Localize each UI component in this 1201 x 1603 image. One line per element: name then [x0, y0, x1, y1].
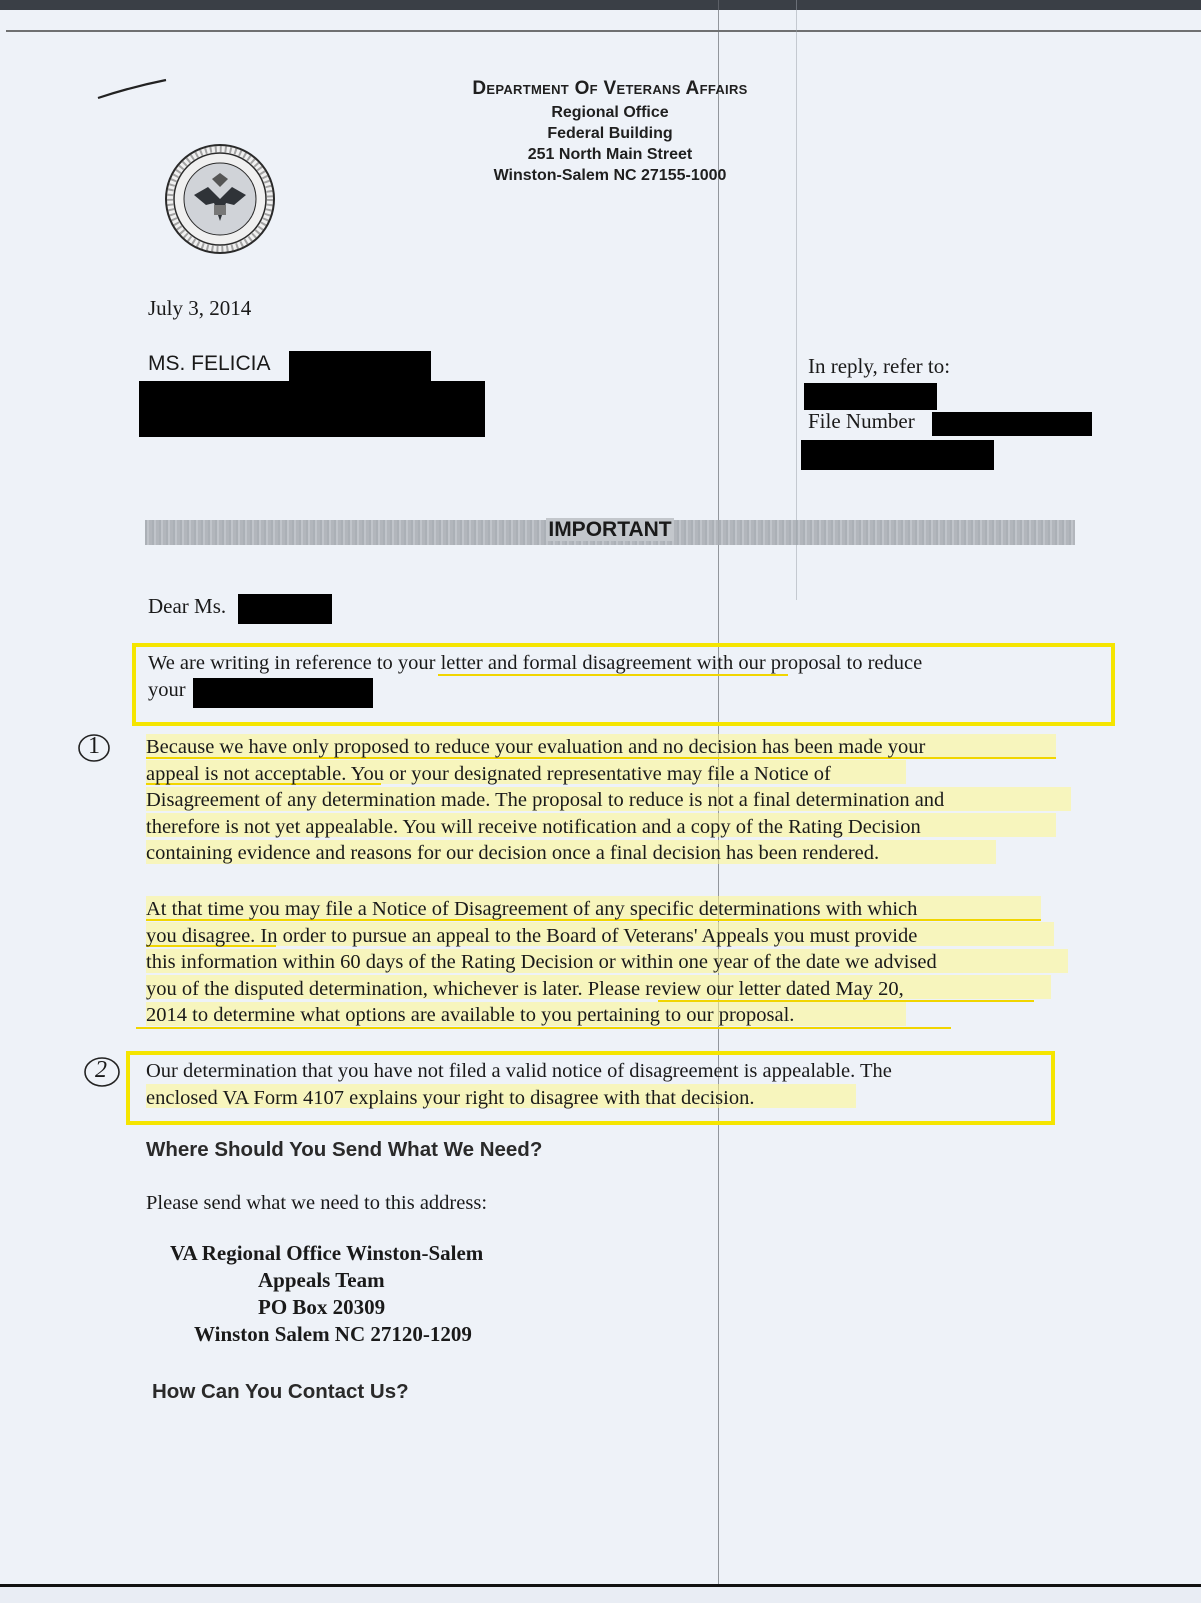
- handwritten-mark-2: [90, 1057, 107, 1084]
- text-line: Because we have only proposed to reduce your evaluation and no decision has been made your: [146, 736, 926, 758]
- text-line: your: [148, 678, 186, 701]
- text-line: enclosed VA Form 4107 explains your right to disagree with that decision.: [146, 1086, 755, 1109]
- va-seal-icon: [164, 143, 276, 255]
- text-line: you of the disputed determination, whichever is later. Please review our letter dated May 20,: [146, 977, 904, 1000]
- redaction: [804, 383, 937, 410]
- letterhead-line: Regional Office: [551, 104, 669, 121]
- letterhead-line: Federal Building: [547, 125, 673, 142]
- letterhead-line: Winston-Salem NC 27155-1000: [493, 167, 727, 184]
- address-line: VA Regional Office Winston-Salem: [170, 1241, 484, 1265]
- section-heading-contact: How Can You Contact Us?: [152, 1380, 409, 1403]
- scan-line: [6, 30, 1201, 32]
- text-line: this information within 60 days of the Rating Decision or within one year of the date we advised: [146, 951, 937, 973]
- redaction: [289, 351, 431, 381]
- paragraph-appeal-instructions: [146, 896, 937, 1029]
- reply-refer-label: In reply, refer to:: [808, 354, 951, 378]
- text-line: At that time you may file a Notice of Disagreement of any specific determinations with which: [146, 898, 918, 920]
- text-line: you disagree. In order to pursue an appeal to the Board of Veterans' Appeals you must provide: [146, 924, 918, 947]
- salutation: Dear Ms.: [148, 594, 227, 618]
- send-instructions: Please send what we need to this address:: [146, 1192, 488, 1214]
- pen-stroke-mark: [96, 76, 171, 104]
- redaction: [139, 381, 485, 437]
- text-line: Disagreement of any determination made. The proposal to reduce is not a final determination and: [146, 789, 945, 811]
- letter-date: July 3, 2014: [148, 296, 252, 320]
- letterhead: [400, 78, 820, 186]
- text-line: containing evidence and reasons for our decision once a final decision has been rendered.: [146, 842, 880, 864]
- letterhead-line: 251 North Main Street: [527, 146, 693, 163]
- paragraph-determination: [146, 1058, 892, 1111]
- text-line: appeal is not acceptable. You or your designated representative may file a Notice of: [146, 762, 831, 785]
- text-line: 2014 to determine what options are available to you pertaining to our proposal.: [146, 1004, 795, 1026]
- mark-number: 1: [88, 733, 100, 759]
- text-line: therefore is not yet appealable. You will receive notification and a copy of the Rating Decision: [146, 815, 921, 838]
- section-heading-send: Where Should You Send What We Need?: [146, 1138, 543, 1161]
- address-line: Appeals Team: [258, 1268, 385, 1292]
- address-line: Winston Salem NC 27120-1209: [194, 1322, 472, 1346]
- mailing-address: [170, 1240, 483, 1348]
- important-banner: [145, 518, 1075, 542]
- redaction: [932, 412, 1092, 436]
- important-banner-text: IMPORTANT: [548, 518, 672, 541]
- text-line: We are writing in reference to your letter and formal disagreement with our proposal to reduce: [148, 652, 923, 674]
- text-line: Our determination that you have not filed a valid notice of disagreement is appealable. The: [146, 1060, 892, 1082]
- redaction: [801, 440, 994, 470]
- file-number-label: File Number: [808, 409, 915, 433]
- redaction: [193, 678, 373, 708]
- scan-top-edge: [0, 0, 1201, 10]
- scan-bottom-edge: [0, 1584, 1201, 1603]
- paragraph-appeal-status: [146, 734, 944, 867]
- address-line: PO Box 20309: [258, 1295, 386, 1319]
- department-name: Department Of Veterans Affairs: [472, 78, 748, 99]
- addressee-name: MS. FELICIA: [148, 352, 271, 375]
- handwritten-mark-1: [82, 733, 100, 760]
- mark-number: 2: [95, 1057, 107, 1083]
- redaction: [238, 594, 332, 624]
